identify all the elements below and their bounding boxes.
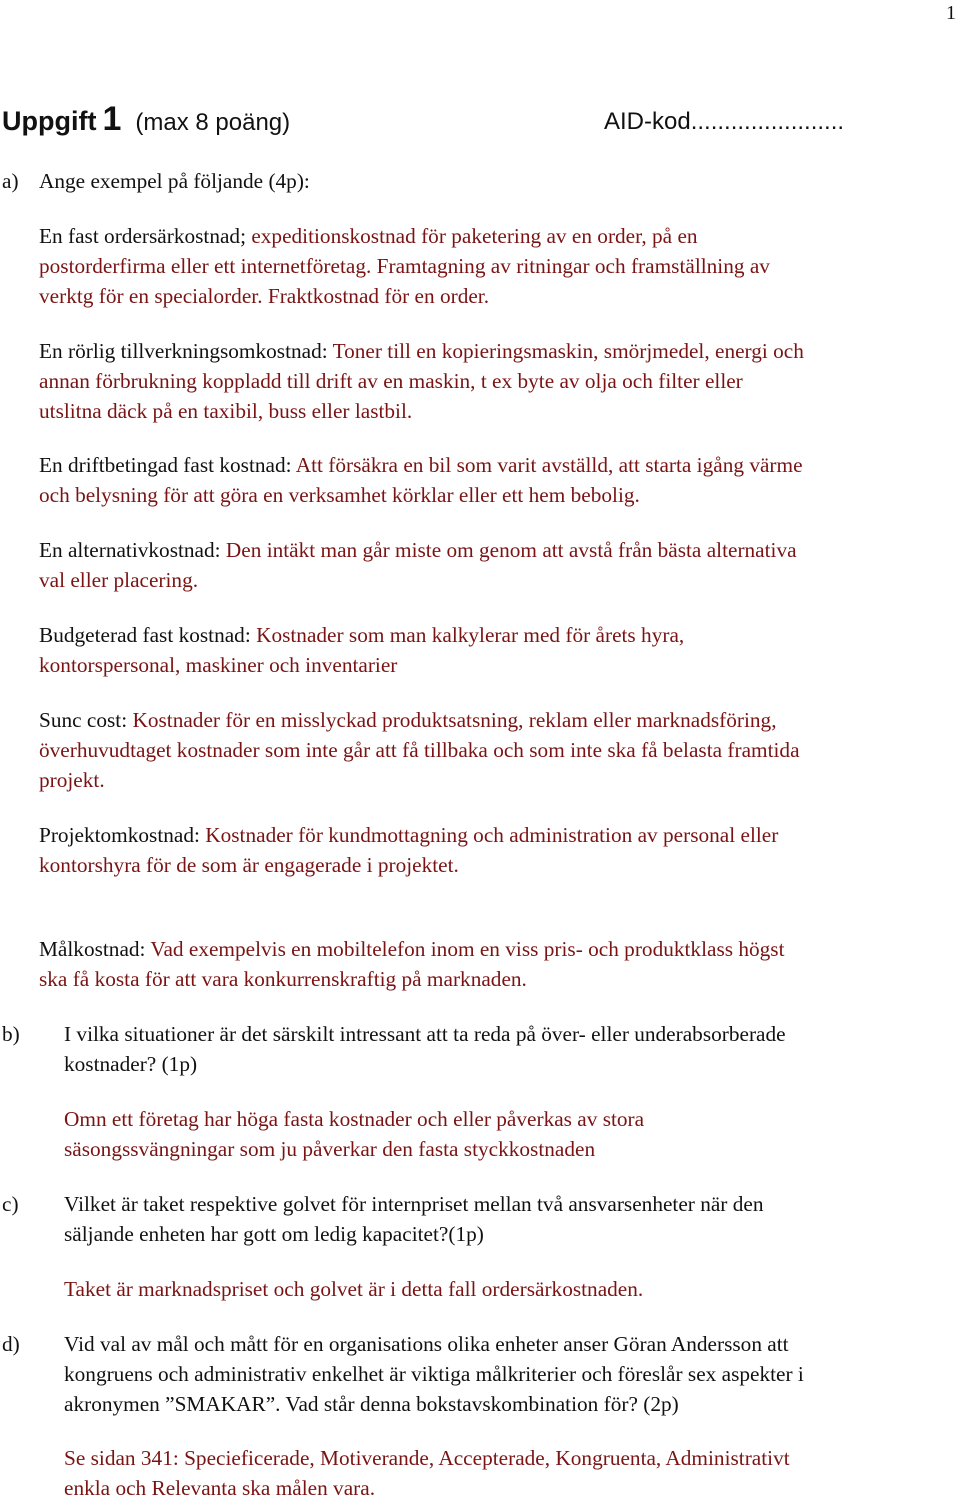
item-alternativkostnad <box>39 535 797 595</box>
item-line: kontorspersonal, maskiner och inventarier <box>39 653 398 677</box>
part-a-label: a) <box>2 169 19 193</box>
item-line: kontorshyra för de som är engagerade i projektet. <box>39 853 459 877</box>
item-line: och belysning för att göra en verksamhet körklar eller ett hem bebolig. <box>39 483 640 507</box>
aid-code-field: AID-kod....................... <box>604 108 845 135</box>
part-a-question: Ange exempel på följande (4p): <box>39 169 310 193</box>
part-d-question: Vid val av mål och mått för en organisations olika enheter anser Göran Andersson att kongruens och administrativ enkelhet är viktiga målkriterier och föreslår sex aspekter i akronymen ”SMAKAR”. Vad står denna bokstavskombination för? (2p) <box>64 1332 804 1416</box>
part-b-answer: Omn ett företag har höga fasta kostnader och eller påverkas av stora säsongssvängningar som ju påverkar den fasta styckkostnaden <box>64 1107 645 1161</box>
item-line: projekt. <box>39 768 105 792</box>
item-line: annan förbrukning koppladd till drift av en maskin, t ex byte av olja och filter eller <box>39 369 743 393</box>
task-title: Uppgift <box>2 106 97 136</box>
item-driftbetingad-fast-kostnad <box>39 450 803 510</box>
item-line: En driftbetingad fast kostnad: Att försäkra en bil som varit avställd, att starta igång värme <box>39 453 803 477</box>
item-line: verktg för en specialorder. Fraktkostnad för en order. <box>39 284 490 308</box>
part-b-question: I vilka situationer är det särskilt intressant att ta reda på över- eller underabsorberade kostnader? (1p) <box>64 1022 786 1076</box>
task-number: 1 <box>102 100 122 138</box>
part-d-label: d) <box>2 1332 20 1356</box>
item-line: Projektomkostnad: Kostnader för kundmottagning och administration av personal eller <box>39 823 779 847</box>
part-d-answer: Se sidan 341: Specieficerade, Motiverande, Accepterade, Kongruenta, Administrativt enkla och Relevanta ska målen vara. <box>64 1446 790 1500</box>
page-number: 1 <box>946 2 956 24</box>
task-points: (max 8 poäng) <box>135 109 291 136</box>
item-line: En rörlig tillverkningsomkostnad: Toner till en kopieringsmaskin, smörjmedel, energi och <box>39 339 804 363</box>
item-budgeterad-fast-kostnad <box>39 620 684 680</box>
part-c-answer: Taket är marknadspriset och golvet är i detta fall ordersärkostnaden. <box>64 1277 644 1301</box>
item-line: överhuvudtaget kostnader som inte går att få tillbaka och som inte ska få belasta framtida <box>39 738 800 762</box>
item-line: Sunc cost: Kostnader för en misslyckad produktsatsning, reklam eller marknadsföring, <box>39 708 777 732</box>
item-line: Målkostnad: Vad exempelvis en mobiltelefon inom en viss pris- och produktklass högst <box>39 937 785 961</box>
item-line: ska få kosta för att vara konkurrenskraftig på marknaden. <box>39 967 527 991</box>
part-c-label: c) <box>2 1192 19 1216</box>
item-sunc-cost <box>39 705 800 795</box>
item-projektomkostnad <box>39 820 778 880</box>
item-line: utslitna däck på en taxibil, buss eller lastbil. <box>39 399 413 423</box>
part-b-label: b) <box>2 1022 20 1046</box>
item-line: En fast ordersärkostnad; expeditionskostnad för paketering av en order, på en <box>39 224 698 248</box>
task-header <box>2 100 290 139</box>
item-line: postorderfirma eller ett internetföretag. Framtagning av ritningar och framställning av <box>39 254 770 278</box>
item-line: Budgeterad fast kostnad: Kostnader som man kalkylerar med för årets hyra, <box>39 623 685 647</box>
part-c-question: Vilket är taket respektive golvet för internpriset mellan två ansvarsenheter när den säljande enheten har gott om ledig kapacitet?(1p) <box>64 1192 764 1246</box>
item-malkostnad <box>39 934 785 994</box>
item-line: val eller placering. <box>39 568 199 592</box>
item-fast-ordersarkostnad <box>39 221 770 311</box>
item-rorlig-tillverkningsomkostnad <box>39 336 804 426</box>
item-line: En alternativkostnad: Den intäkt man går miste om genom att avstå från bästa alternativa <box>39 538 797 562</box>
